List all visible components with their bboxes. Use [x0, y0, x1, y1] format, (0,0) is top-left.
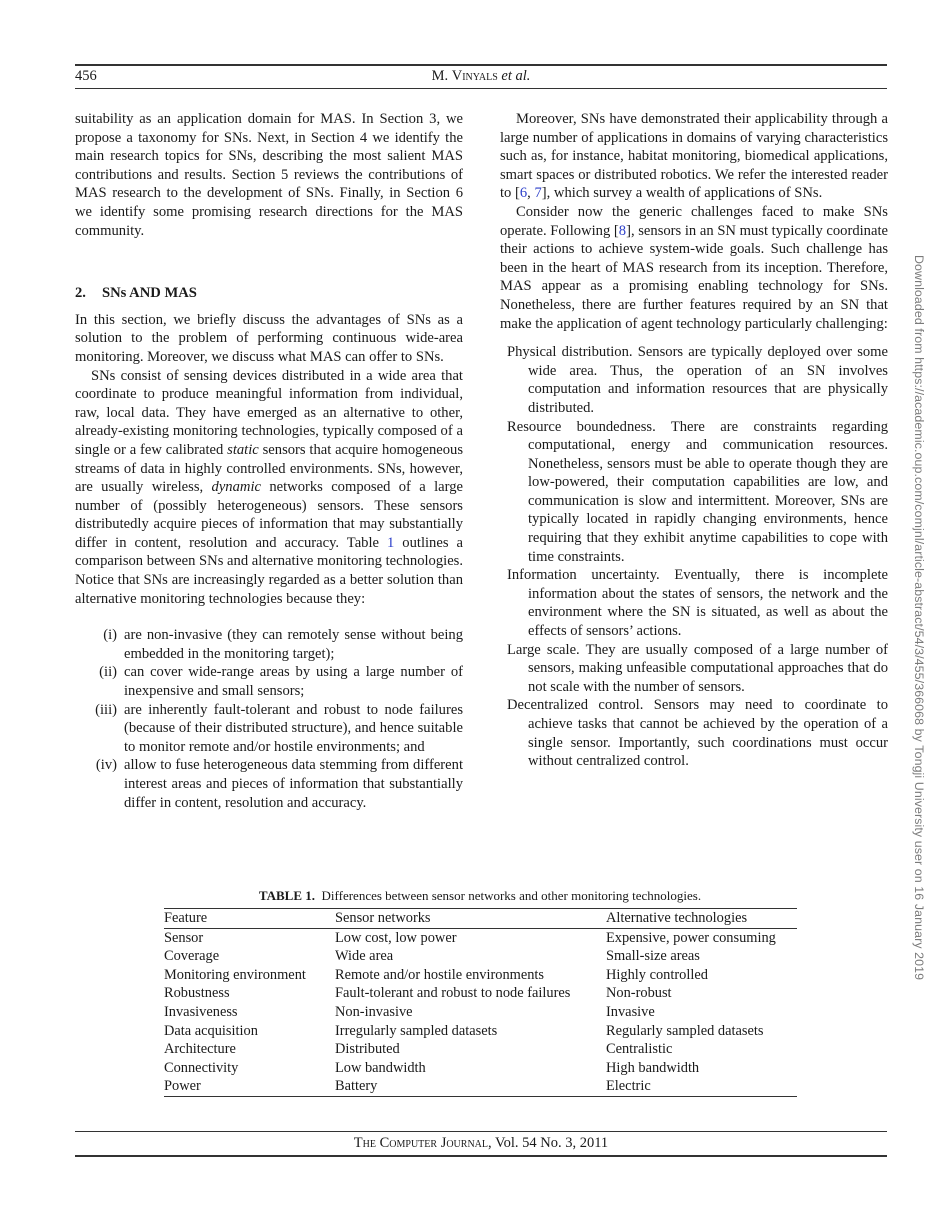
download-watermark: Downloaded from https://academic.oup.com/comjnl/article-abstract/54/3/455/366068 by Tongji University user on 16 January 2019	[912, 255, 926, 981]
list-item: (i) are non-invasive (they can remotely sense without being embedded in the monitoring target);	[103, 627, 463, 662]
list-item: (iii) are inherently fault-tolerant and robust to node failures (because of their distributed structure), and hence suitable to monitor remote and/or hostile environments; and	[95, 701, 463, 755]
list-item: (iv) allow to fuse heterogeneous data stemming from different interest areas and pieces of information that substantially differ in content, resolution and accuracy.	[95, 757, 463, 811]
comparison-table	[164, 908, 797, 1097]
table-row: Connectivity Low bandwidth High bandwidth	[164, 1059, 700, 1076]
header-bottom-rule	[75, 88, 887, 89]
journal-footer	[75, 1133, 887, 1153]
feature-item: Decentralized control. Sensors may need to coordinate to achieve tasks that cannot be achieved by the operation of a single sensor. Importantly, such coordinations must occur without centralized control.	[507, 697, 888, 770]
citation-link-7[interactable]: 7	[534, 185, 542, 202]
section-heading	[75, 284, 463, 303]
column-header-feature: Feature	[164, 909, 335, 929]
intro-paragraph: suitability as an application domain for MAS. In Section 3, we propose a taxonomy for SNs. Next, in Section 4 we identify the main research topics for SNs, describing the most salient MAS contributions and results. Section 5 reviews the contributions of MAS research to the development of SNs. Finally, in Section 6 we identify some promising research directions for the MAS community.	[75, 111, 463, 239]
citation-link-6[interactable]: 6	[519, 185, 528, 202]
table-caption	[160, 887, 800, 905]
list-item: (ii) can cover wide-range areas by using a large number of inexpensive and small sensors;	[99, 664, 463, 700]
table-header-row	[164, 909, 797, 929]
section-paragraph-2: SNs consist of sensing devices distributed in a wide area that coordinate to produce meaningful information from individual, raw, local data. They have emerged as an alternative to other, already-existing monitoring technologies, typically composed of a single or a few calibrated static sensors that acquire homogeneous streams of data in highly controlled environments. SNs, however, are usually wireless, dynamic networks composed of a large number of (possibly heterogeneous) sensors. These sensors distributedly acquire pieces of information that may substantially differ in content, resolution and accuracy. Table 1 outlines a comparison between SNs and alternative monitoring technologies. Notice that SNs are increasingly regarded as a better solution than alternative monitoring technologies because they:	[75, 367, 464, 607]
advantages-list	[75, 626, 463, 812]
footer-bottom-rule	[75, 1155, 887, 1157]
column-header-sensor-networks: Sensor networks	[335, 909, 606, 929]
table-row: Data acquisition Irregularly sampled datasets Regularly sampled datasets	[164, 1022, 764, 1039]
page-number: 456	[75, 68, 97, 84]
feature-item: Resource boundedness. There are constraints regarding computational, energy and communication resources. Nonetheless, sensors must be able to operate though they are low-powered, their computation capabilities are low, and communication is slow and intermittent. Moreover, SNs are typically located in rapidly changing environments, hence requiring that they exhibit anytime capabilities to cope with time constraints.	[507, 418, 888, 565]
running-authors: M. Vinyals et al.	[431, 68, 531, 84]
left-column	[75, 110, 463, 812]
table-row: Architecture Distributed Centralistic	[164, 1041, 673, 1058]
table-row: Coverage Wide area Small-size areas	[164, 948, 700, 965]
applications-paragraph: Moreover, SNs have demonstrated their applicability through a large number of applications in domains of varying characteristics such as, for instance, habitat monitoring, biomedical applications, smart spaces or distributed robotics. We refer the interested reader to [6, 7], which survey a wealth of applications of SNs.	[500, 111, 888, 202]
running-header	[75, 66, 887, 86]
right-column	[500, 110, 888, 771]
section-title: SNs AND MAS	[102, 285, 197, 302]
features-list	[500, 343, 888, 771]
table-caption-text: Differences between sensor networks and other monitoring technologies.	[315, 888, 702, 903]
section-number: 2.	[75, 285, 86, 302]
journal-name: The Computer Journal	[353, 1135, 488, 1151]
table-row: Robustness Fault-tolerant and robust to node failures Non-robust	[164, 985, 672, 1002]
table-reference-link[interactable]: 1	[387, 534, 395, 551]
journal-volume: , Vol. 54 No. 3, 2011	[488, 1135, 609, 1151]
column-header-alternative: Alternative technologies	[606, 909, 797, 929]
author-surname: Vinyals	[451, 68, 498, 84]
section-paragraph-1: In this section, we briefly discuss the advantages of SNs as a solution to the problem of performing continuous wide-area monitoring. Moreover, we discuss what MAS can offer to SNs.	[75, 311, 463, 365]
feature-item: Information uncertainty. Eventually, there is incomplete information about the states of sensors, the network and the environment where the SN is situated, as well as about the effects of sensors’ actions.	[507, 567, 888, 640]
feature-item: Physical distribution. Sensors are typically deployed over some wide area. Thus, the operation of an SN involves computation and information resources that are physically distributed.	[507, 344, 888, 416]
footer-top-rule	[75, 1131, 887, 1132]
table-row: Invasiveness Non-invasive Invasive	[164, 1003, 655, 1020]
table-row: Sensor Low cost, low power Expensive, power consuming	[164, 929, 776, 946]
table-row: Power Battery Electric	[164, 1077, 797, 1096]
table-row: Monitoring environment Remote and/or hostile environments Highly controlled	[164, 966, 708, 983]
feature-item: Large scale. They are usually composed of a large number of sensors, making unfeasible computational approaches that do not scale with the number of sensors.	[507, 641, 888, 695]
table-caption-label: TABLE 1.	[258, 888, 316, 903]
challenges-paragraph: Consider now the generic challenges faced to make SNs operate. Following [8], sensors in an SN must typically coordinate their actions to achieve system-wide goals. Such challenge has been in the heart of MAS research from its inception. Therefore, MAS appear as a promising enabling technology for SNs. Nonetheless, there are further features required by an SN that make the application of agent technology particularly challenging:	[500, 203, 888, 332]
citation-link-8[interactable]: 8	[618, 222, 627, 239]
